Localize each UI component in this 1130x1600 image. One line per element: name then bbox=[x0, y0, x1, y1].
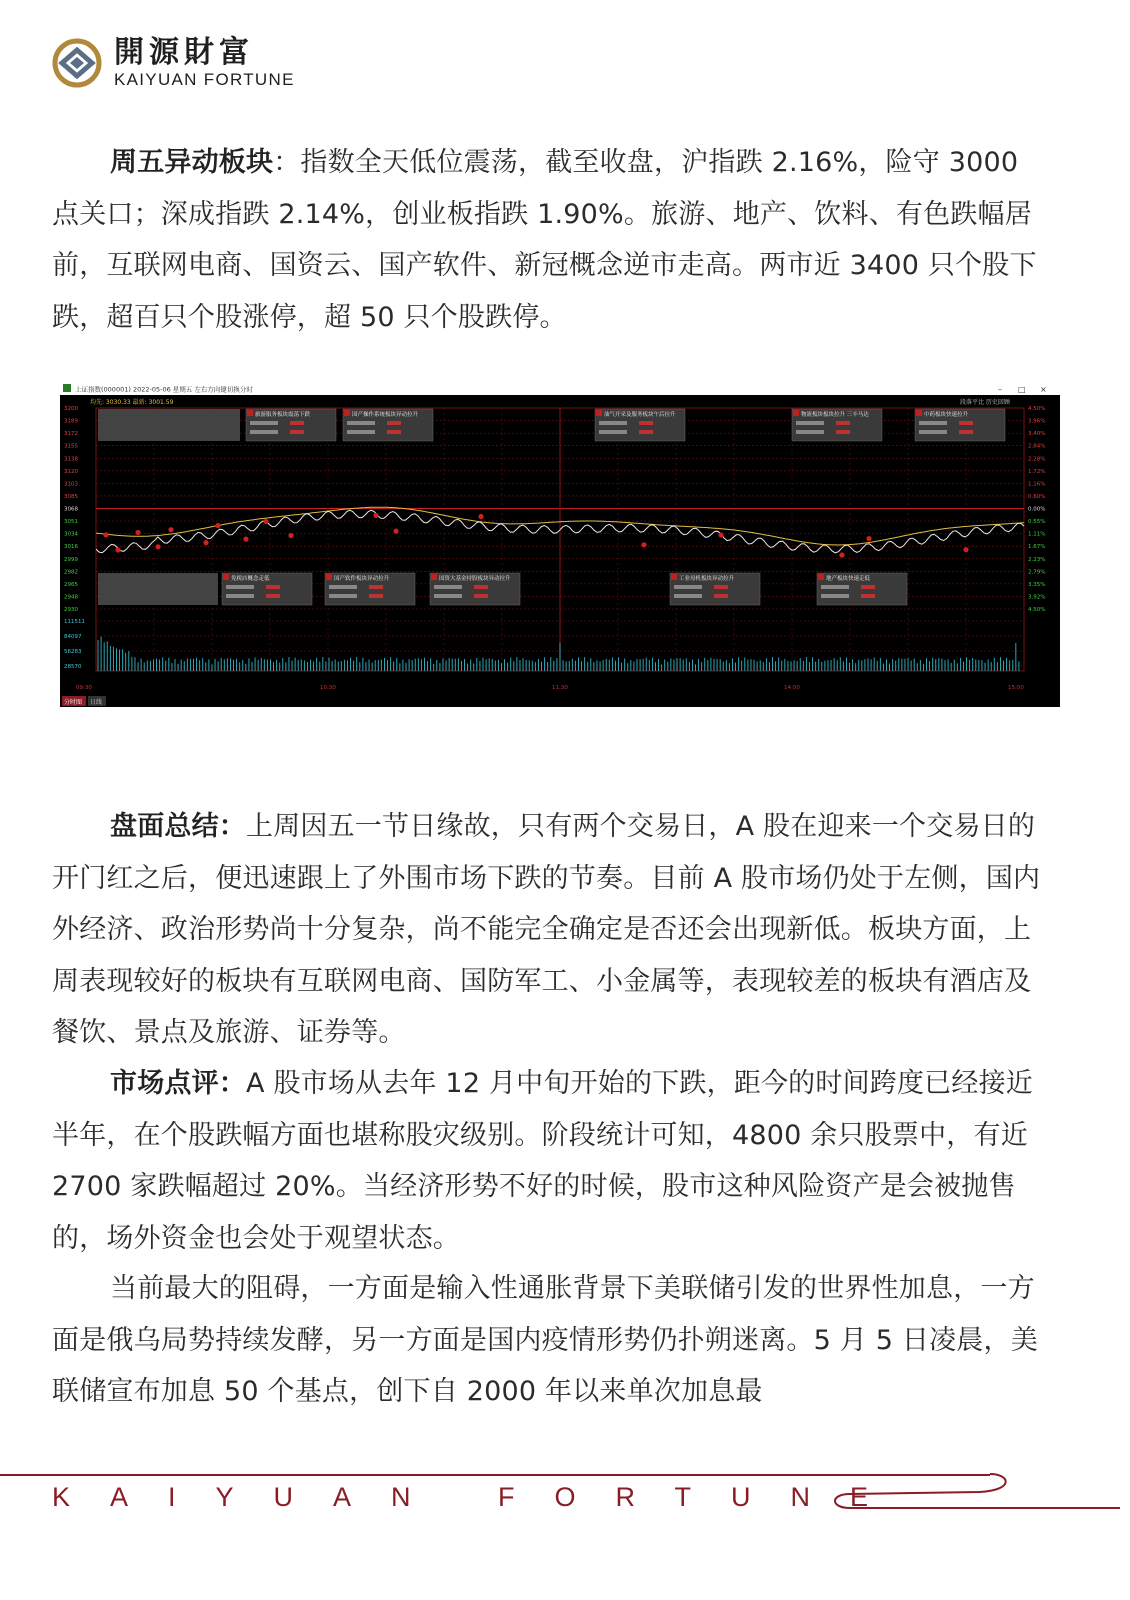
left-axis-label: 3189 bbox=[64, 418, 78, 425]
left-axis-label: 3051 bbox=[64, 519, 78, 526]
time-axis bbox=[76, 685, 1024, 691]
right-axis-label: 3.40% bbox=[1028, 431, 1046, 438]
brand-name-en: KAIYUAN FORTUNE bbox=[114, 70, 295, 89]
left-axis-label: 3034 bbox=[64, 531, 78, 538]
right-axis-label: 4.50% bbox=[1028, 406, 1046, 412]
right-axis-label: 1.72% bbox=[1028, 468, 1046, 475]
volume-axis-label: 28570 bbox=[64, 664, 82, 670]
right-axis-label: 2.28% bbox=[1028, 456, 1046, 463]
time-axis-label: 11:30 bbox=[552, 685, 568, 691]
event-popup-top: 中药板块快速拉升 bbox=[924, 412, 969, 418]
left-axis-label: 3172 bbox=[64, 431, 78, 438]
time-axis-label: 09:30 bbox=[76, 685, 92, 691]
footer-brand-text: KAIYUAN FORTUNE bbox=[52, 1482, 909, 1512]
paragraph-market-comment bbox=[52, 1058, 1052, 1264]
left-axis-label: 3120 bbox=[64, 468, 78, 475]
event-popup-bottom: 免税店概念走低 bbox=[231, 576, 270, 582]
left-axis-label: 3200 bbox=[64, 406, 78, 412]
close-button[interactable]: × bbox=[1040, 385, 1047, 394]
intraday-chart bbox=[60, 381, 1060, 707]
right-axis-label: 3.92% bbox=[1028, 594, 1046, 601]
event-popups bbox=[98, 409, 1005, 605]
paragraph-text: A 股市场从去年 12 月中旬开始的下跌，距今的时间跨度已经接近半年，在个股跌幅方面也堪称股灾级别。阶段统计可知，4800 余只股票中，有近 2700 家跌幅超过 20%。当经济形势不好的时候，股市这种风险资产是会被抛售的，场外资金也会处于观望状态。 bbox=[52, 1068, 1033, 1254]
chart-top-right-links[interactable]: 段落平比 历史回顾 bbox=[960, 399, 1010, 406]
left-axis-label: 3155 bbox=[64, 443, 78, 450]
maximize-button[interactable]: □ bbox=[1018, 385, 1026, 394]
left-axis-label: 2930 bbox=[64, 607, 78, 613]
brand-logo bbox=[52, 36, 312, 92]
left-axis-label: 2999 bbox=[64, 556, 78, 563]
left-axis-label: 2948 bbox=[64, 594, 78, 601]
paragraph-text: 上周因五一节日缘故，只有两个交易日，A 股在迎来一个交易日的开门红之后，便迅速跟上了外围市场下跌的节奏。目前 A 股市场仍处于左侧，国内外经济、政治形势尚十分复杂，尚不能完全确定是否还会出现新低。板块方面，上周表现较好的板块有互联网电商、国防军工、小金属等，表现较差的板块有酒店及餐饮、景点及旅游、证券等。 bbox=[52, 811, 1041, 1048]
right-axis-label: 3.96% bbox=[1028, 418, 1046, 425]
paragraph-lead: 周五异动板块 bbox=[110, 147, 274, 178]
event-popup-top: 物流板块板块拉升 三丰马达 bbox=[801, 412, 869, 418]
right-axis-label: 0.00% bbox=[1028, 506, 1046, 513]
left-axis-label: 3103 bbox=[64, 481, 78, 488]
kaiyuan-logo-icon bbox=[52, 36, 102, 88]
paragraph-obstacles bbox=[52, 1263, 1052, 1418]
volume-axis-label: 84097 bbox=[64, 634, 82, 640]
paragraph-text: 当前最大的阻碍，一方面是输入性通胀背景下美联储引发的世界性加息，一方面是俄乌局势持续发酵，另一方面是国内疫情形势仍扑朔迷离。5 月 5 日凌晨，美联储宣布加息 50 个基点，创下自 2000 年以来单次加息最 bbox=[52, 1273, 1038, 1407]
tab-intraday[interactable]: 分时图 bbox=[64, 699, 83, 706]
paragraph-text: ：指数全天低位震荡，截至收盘，沪指跌 2.16%，险守 3000 点关口；深成指跌 2.14%，创业板指跌 1.90%。旅游、地产、饮料、有色跌幅居前，互联网电商、国资云、国产软件、新冠概念逆市走高。两市近 3400 只个股下跌，超百只个股涨停，超 50 只个股跌停。 bbox=[52, 147, 1037, 333]
right-axis-label: 0.55% bbox=[1028, 519, 1046, 526]
right-axis-label: 1.16% bbox=[1028, 481, 1046, 488]
left-axis-label: 3016 bbox=[64, 544, 78, 551]
minimize-button[interactable]: – bbox=[998, 385, 1002, 394]
right-axis-label: 2.23% bbox=[1028, 556, 1046, 563]
left-axis-label: 3085 bbox=[64, 493, 78, 500]
event-popup-top: 旅游服务板块震荡下跌 bbox=[255, 412, 311, 418]
left-axis-label: 3068 bbox=[64, 506, 78, 513]
chart-info-line: 均先: 3030.33 最新: 3001.59 bbox=[90, 399, 174, 406]
paragraph-lead: 盘面总结： bbox=[110, 811, 246, 842]
right-axis-label: 1.11% bbox=[1028, 531, 1046, 538]
right-axis-label: 4.50% bbox=[1028, 607, 1046, 613]
brand-name-cn: 開源財富 bbox=[114, 35, 254, 70]
right-axis-label: 0.60% bbox=[1028, 493, 1046, 500]
intraday-chart-window bbox=[60, 381, 1060, 707]
event-popup-bottom: 工业母机板块异动拉升 bbox=[679, 576, 735, 582]
event-popup-top: 油气开采及服务板块午后拉升 bbox=[604, 412, 676, 418]
event-popup-bottom: 国产软件板块异动拉升 bbox=[334, 576, 390, 582]
paragraph-lead: 市场点评： bbox=[110, 1068, 246, 1099]
event-popup-bottom: 地产板块快速走低 bbox=[826, 576, 871, 582]
right-axis-label: 1.67% bbox=[1028, 544, 1046, 551]
paragraph-market-summary bbox=[52, 801, 1052, 1059]
right-axis-label: 3.35% bbox=[1028, 581, 1046, 588]
time-axis-label: 15:00 bbox=[1008, 685, 1024, 691]
event-popup-top: 国产操作系统板块异动拉升 bbox=[352, 412, 419, 418]
left-axis-label: 3138 bbox=[64, 456, 78, 463]
tab-daily[interactable]: 日线 bbox=[90, 699, 103, 706]
footer-swoosh-icon bbox=[820, 1462, 1120, 1522]
volume-axis-label: 111511 bbox=[64, 619, 85, 625]
chart-window-title: 上证指数(000001) 2022-05-06 星期五 左右方向键切换分时 bbox=[75, 385, 253, 394]
paragraph-friday-sectors bbox=[52, 137, 1052, 343]
left-axis-label: 2965 bbox=[64, 581, 78, 588]
event-popup-bottom: 国资大基金持股板块异动拉升 bbox=[439, 576, 511, 582]
left-axis-label: 2982 bbox=[64, 569, 78, 576]
time-axis-label: 14:00 bbox=[784, 685, 800, 691]
volume-axis-label: 56283 bbox=[64, 649, 82, 655]
right-axis-label: 2.84% bbox=[1028, 443, 1046, 450]
page-footer bbox=[0, 1460, 1130, 1540]
time-axis-label: 10:30 bbox=[320, 685, 336, 691]
right-axis-label: 2.79% bbox=[1028, 569, 1046, 576]
